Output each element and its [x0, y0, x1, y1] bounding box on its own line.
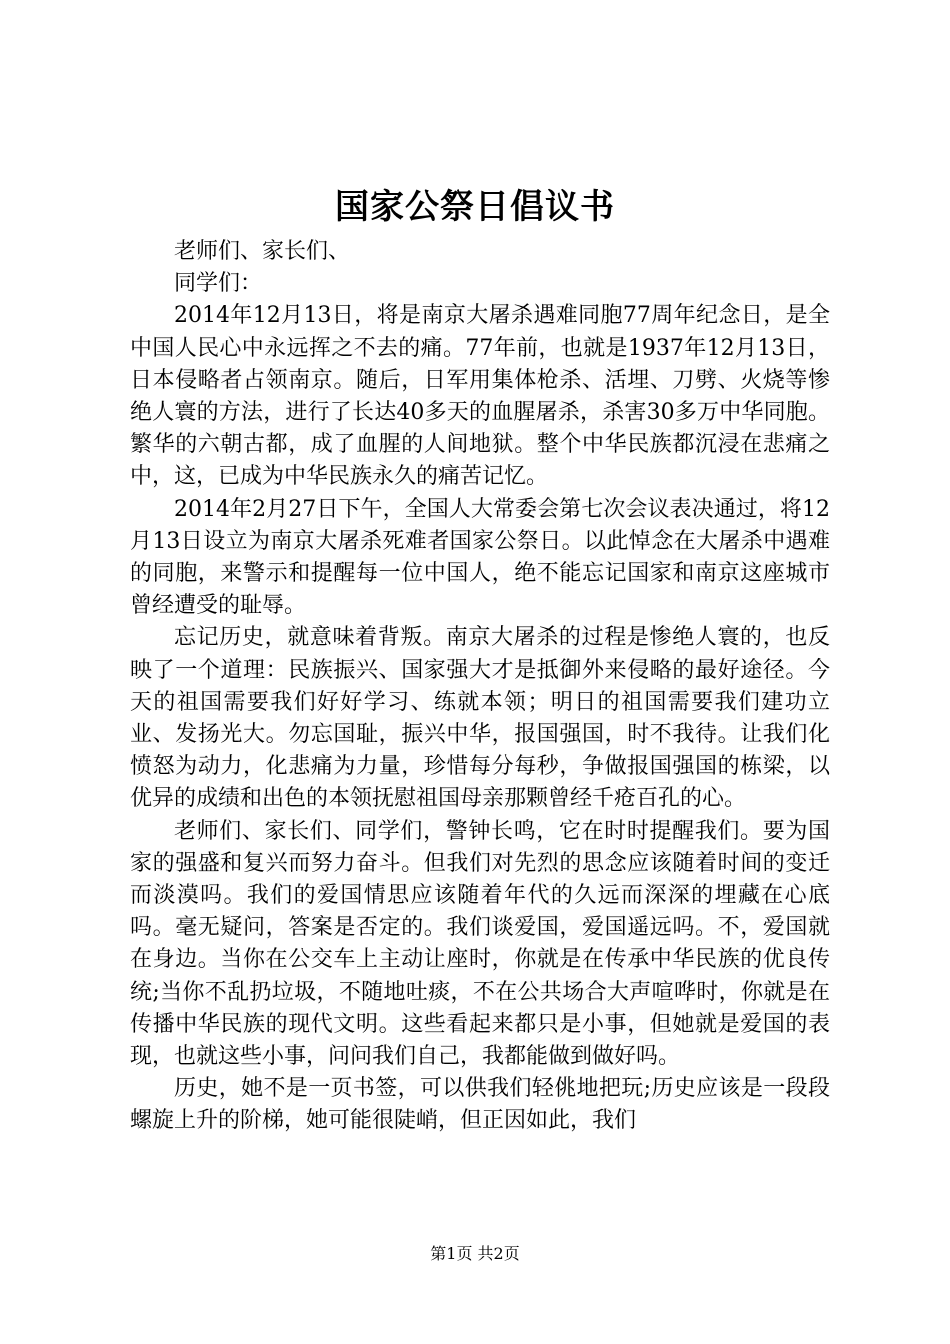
paragraph-5: 历史，她不是一页书签，可以供我们轻佻地把玩;历史应该是一段段螺旋上升的阶梯，她可能很陡峭，但正因如此，我们 [130, 1076, 830, 1134]
paragraph-2: 2014年2月27日下午，全国人大常委会第七次会议表决通过，将12月13日设立为南京大屠杀死难者国家公祭日。以此悼念在大屠杀中遇难的同胞，来警示和提醒每一位中国人，绝不能忘记国家和南京这座城市曾经遭受的耻辱。 [130, 496, 830, 619]
paragraph-3: 忘记历史，就意味着背叛。南京大屠杀的过程是惨绝人寰的，也反映了一个道理：民族振兴、国家强大才是抵御外来侵略的最好途径。今天的祖国需要我们好好学习、练就本领；明日的祖国需要我们建功立业、发扬光大。勿忘国耻，振兴中华，报国强国，时不我待。让我们化愤怒为动力，化悲痛为力量，珍惜每分每秒，争做报国强国的栋梁，以优异的成绩和出色的本领抚慰祖国母亲那颗曾经千疮百孔的心。 [130, 625, 830, 812]
paragraph-1: 2014年12月13日，将是南京大屠杀遇难同胞77周年纪念日，是全中国人民心中永远挥之不去的痛。77年前，也就是1937年12月13日，日本侵略者占领南京。随后，日军用集体枪杀、活埋、刀劈、火烧等惨绝人寰的方法，进行了长达40多天的血腥屠杀，杀害30多万中华同胞。繁华的六朝古都，成了血腥的人间地狱。整个中华民族都沉浸在悲痛之中，这，已成为中华民族永久的痛苦记忆。 [130, 303, 830, 490]
document-title: 国家公祭日倡议书 [335, 187, 615, 227]
paragraph-4: 老师们、家长们、同学们，警钟长鸣，它在时时提醒我们。要为国家的强盛和复兴而努力奋斗。但我们对先烈的思念应该随着时间的变迁而淡漠吗。我们的爱国情思应该随着年代的久远而深深的埋藏在心底吗。毫无疑问，答案是否定的。我们谈爱国，爱国遥远吗。不，爱国就在身边。当你在公交车上主动让座时，你就是在传承中华民族的优良传统;当你不乱扔垃圾，不随地吐痰，不在公共场合大声喧哗时，你就是在传播中华民族的现代文明。这些看起来都只是小事，但她就是爱国的表现，也就这些小事，问问我们自己，我都能做到做好吗。 [130, 818, 830, 1070]
page-number-footer: 第1页 共2页 [430, 1244, 520, 1263]
salutation-line-1: 老师们、家长们、 [174, 239, 351, 264]
document-body [130, 236, 830, 1138]
salutation-line-2: 同学们： [174, 271, 263, 297]
